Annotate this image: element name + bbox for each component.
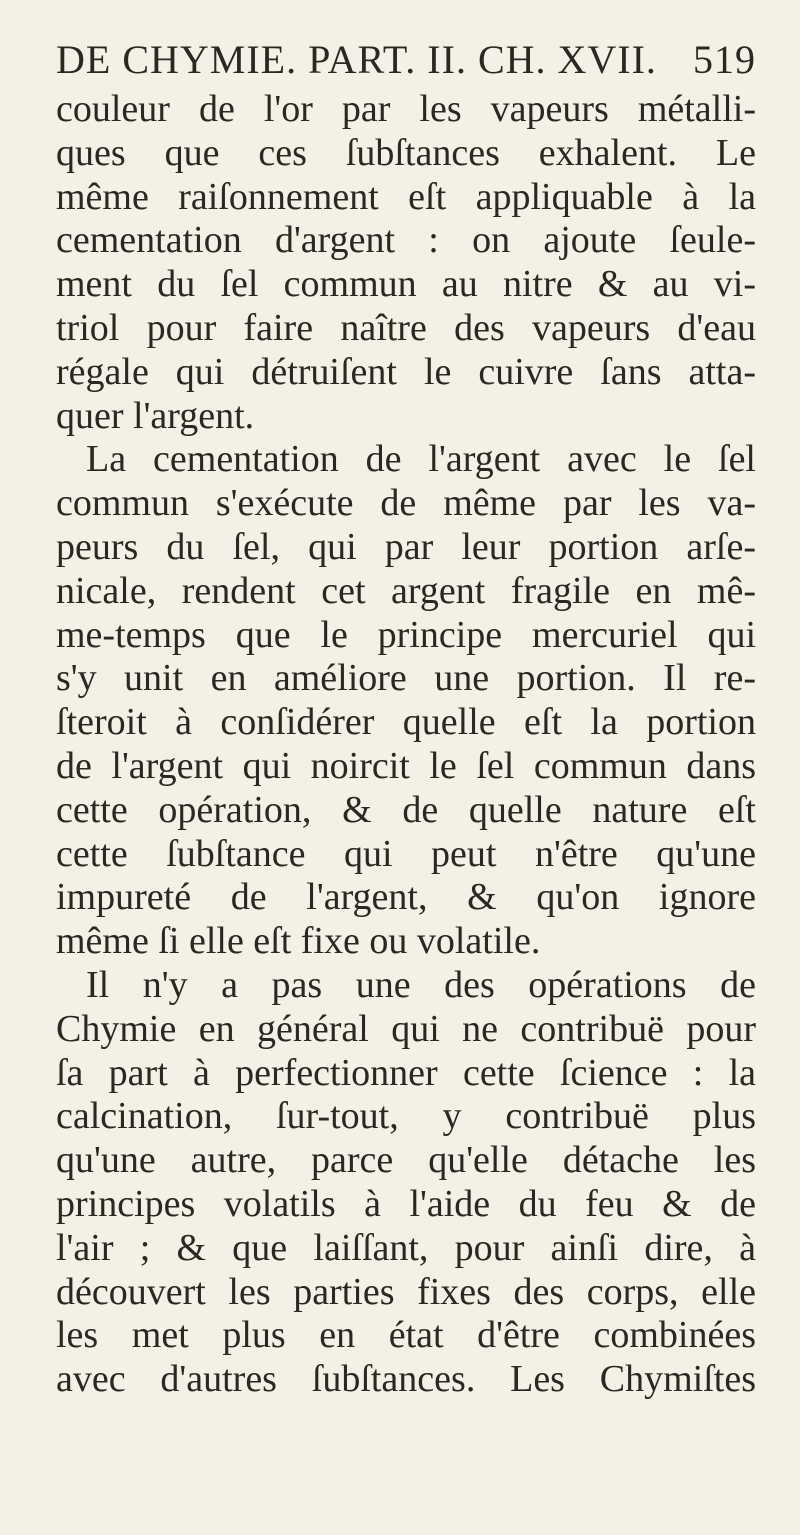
text-line: quer l'argent. [56,394,255,437]
text-line: régale qui détruiſent le cuivre ſans atta- [56,350,756,393]
text-line: commun s'exécute de même par les va- [56,482,756,525]
text-line: principes volatils à l'aide du feu & de [56,1182,756,1225]
text-line: nicale, rendent cet argent fragile en mê- [56,569,756,612]
text-line: me-temps que le principe mercuriel qui [56,613,756,656]
text-line: qu'une autre, parce qu'elle détache les [56,1139,756,1182]
text-line: calcination, ſur-tout, y contribuë plus [56,1095,756,1138]
text-line: Il n'y a pas une des opérations de [86,963,756,1006]
text-line: l'air ; & que laiſſant, pour ainſi dire, à [56,1226,756,1269]
text-line: s'y unit en améliore une portion. Il re- [56,657,756,700]
text-line: même ſi elle eſt fixe ou volatile. [56,920,541,963]
text-line: La cementation de l'argent avec le ſel [86,438,756,481]
text-line: ſa part à perfectionner cette ſcience : la [56,1051,756,1094]
text-line: de l'argent qui noircit le ſel commun dans [56,744,756,787]
text-line: cette ſubſtance qui peut n'être qu'une [56,832,756,875]
text-line: ment du ſel commun au nitre & au vi- [56,263,756,306]
running-head [56,32,756,88]
text-line: cementation d'argent : on ajoute ſeule- [56,219,756,262]
text-block [56,32,756,1402]
text-line: découvert les parties fixes des corps, elle [56,1270,756,1313]
text-line: les met plus en état d'être combinées [56,1314,756,1357]
text-line: ques que ces ſubſtances exhalent. Le [56,131,756,174]
text-line: avec d'autres ſubſtances. Les Chymiſtes [56,1358,756,1401]
text-line: peurs du ſel, qui par leur portion arſe- [56,525,756,568]
text-line: même raiſonnement eſt appliquable à la [56,175,756,218]
text-line: cette opération, & de quelle nature eſt [56,788,756,831]
text-line: impureté de l'argent, & qu'on ignore [56,876,756,919]
text-line: ſteroit à conſidérer quelle eſt la portion [56,701,756,744]
text-line: triol pour faire naître des vapeurs d'eau [56,306,756,349]
text-line: Chymie en général qui ne contribuë pour [56,1007,756,1050]
running-title: DE CHYMIE. PART. II. CH. XVII. [56,37,657,82]
page-number: 519 [693,37,756,82]
text-line: couleur de l'or par les vapeurs métalli- [56,88,756,130]
